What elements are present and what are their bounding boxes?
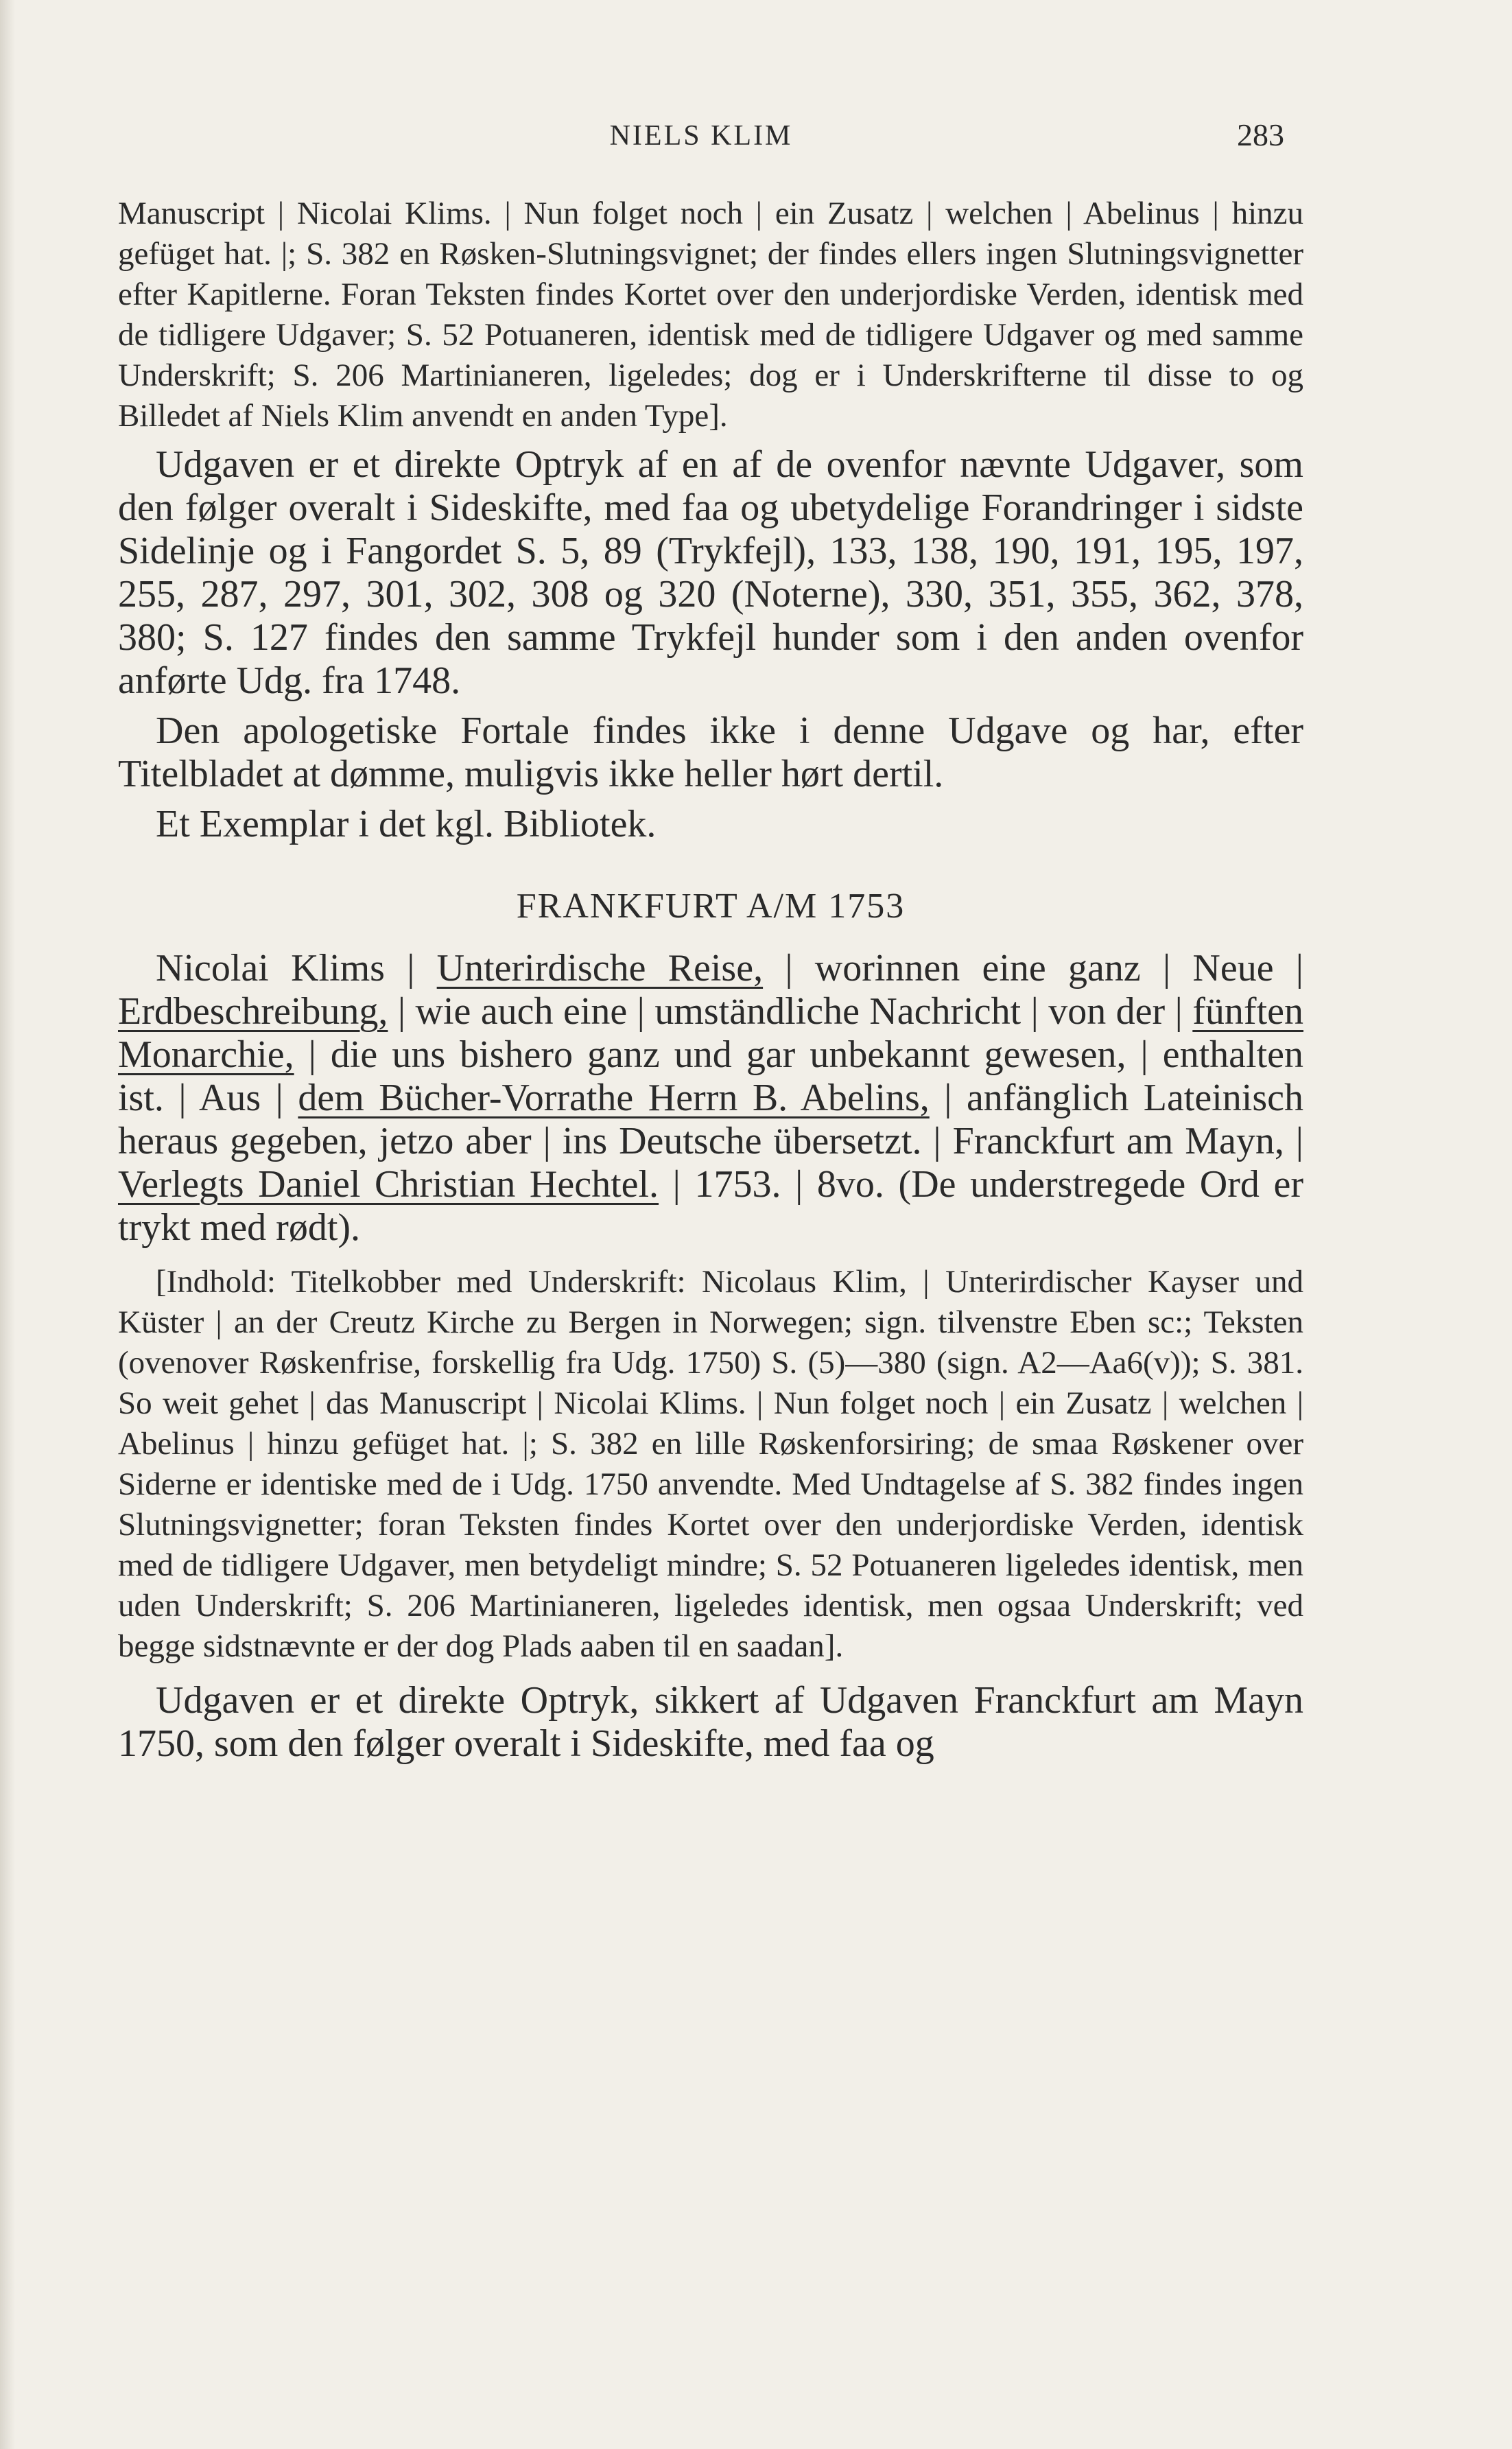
- title-text: Nicolai Klims |: [156, 947, 437, 989]
- red-underlined-text: Erdbeschreibung,: [118, 990, 388, 1033]
- paragraph-reprint-1750: Udgaven er et direkte Optryk, sikkert af Udgaven Franckfurt am Mayn 1750, som den følger overalt i Sideskifte, med faa og: [118, 1679, 1303, 1765]
- page-edge-shadow: [0, 0, 15, 2449]
- paragraph-contents-note: [Indhold: Titelkobber med Underskrift: Nicolaus Klim, | Unterirdischer Kayser und Küster | an der Creutz Kirche zu Bergen in Norwegen; sign. tilvenstre Eben sc:; Teksten (ovenover Røskenfrise, forskellig fra Udg. 1750) S. (5)—380 (sign. A2—Aa6(v)); S. 381. So weit gehet | das Manuscript | Nicolai Klims. | Nun folget noch | ein Zusatz | welchen | Abelinus | hinzu gefüget hat. |; S. 382 en lille Røskenforsiring; de smaa Røskener over Siderne er identiske med de i Udg. 1750 anvendte. Med Undtagelse af S. 382 findes ingen Slutningsvignetter; foran Teksten findes Kortet over den underjordiske Verden, identisk med de tidligere Udgaver, men betydeligt mindre; S. 52 Potuaneren ligeledes identisk, men uden Underskrift; S. 206 Martinianeren, ligeledes identisk, men ogsaa Underskrift; ved begge sidstnævnte er der dog Plads aaben til en saadan].: [118, 1264, 1303, 1664]
- paragraph-copy-location: Et Exemplar i det kgl. Bibliotek.: [156, 803, 657, 845]
- page-number: 283: [1237, 117, 1284, 152]
- body-text: [118, 194, 1303, 1766]
- title-text: | wie auch eine | umständliche Nachricht | von der |: [388, 990, 1193, 1033]
- page-header: [118, 117, 1284, 165]
- paragraph-reprint-note: Udgaven er et direkte Optryk af en af de ovenfor nævnte Udgaver, som den følger overalt i Sideskifte, med faa og ubetydelige Forandringer i sidste Sidelinje og i Fangordet S. 5, 89 (Trykfejl), 133, 138, 190, 191, 195, 197, 255, 287, 297, 301, 302, 308 og 320 (Noterne), 330, 351, 355, 362, 378, 380; S. 127 findes den samme Trykfejl hunder som i den anden ovenfor anførte Udg. fra 1748.: [118, 443, 1303, 702]
- red-underlined-text: Unterirdische Reise,: [436, 947, 764, 989]
- red-underlined-text: fünften Monarchie,: [118, 990, 1303, 1076]
- running-head: NIELS KLIM: [609, 120, 793, 152]
- red-underlined-text: Verlegts Daniel Christian Hechtel.: [118, 1163, 659, 1206]
- title-text: | 1753. | 8vo. (De understregede Ord er trykt med rødt).: [118, 1163, 1303, 1249]
- title-text: | anfänglich Lateinisch heraus gegeben, jetzo aber | ins Deutsche übersetzt. | Franckfurt am Mayn, |: [118, 1077, 1303, 1162]
- red-underlined-text: dem Bücher-Vorrathe Herrn B. Abelins,: [298, 1077, 930, 1119]
- paragraph-title-transcription: [118, 947, 1303, 1250]
- section-heading: FRANKFURT A/M 1753: [516, 887, 906, 926]
- title-text: | worinnen eine ganz | Neue |: [763, 947, 1303, 989]
- paragraph-foreword-note: Den apologetiske Fortale findes ikke i denne Udgave og har, efter Titelbladet at dømme, muligvis ikke heller hørt dertil.: [118, 710, 1303, 795]
- paragraph-manuscript-note: Manuscript | Nicolai Klims. | Nun folget noch | ein Zusatz | welchen | Abelinus | hinzu gefüget hat. |; S. 382 en Røsken-Slutningsvignet; der findes ellers ingen Slutningsvignetter efter Kapitlerne. Foran Teksten findes Kortet over den underjordiske Verden, identisk med de tidligere Udgaver; S. 52 Potuaneren, identisk med de tidligere Udgaver og med samme Underskrift; S. 206 Martinianeren, ligeledes; dog er i Underskrifterne til disse to og Billedet af Niels Klim anvendt en anden Type].: [118, 196, 1303, 434]
- title-text: | die uns bishero ganz und gar unbekannt gewesen, | enthalten ist. | Aus |: [118, 1033, 1303, 1119]
